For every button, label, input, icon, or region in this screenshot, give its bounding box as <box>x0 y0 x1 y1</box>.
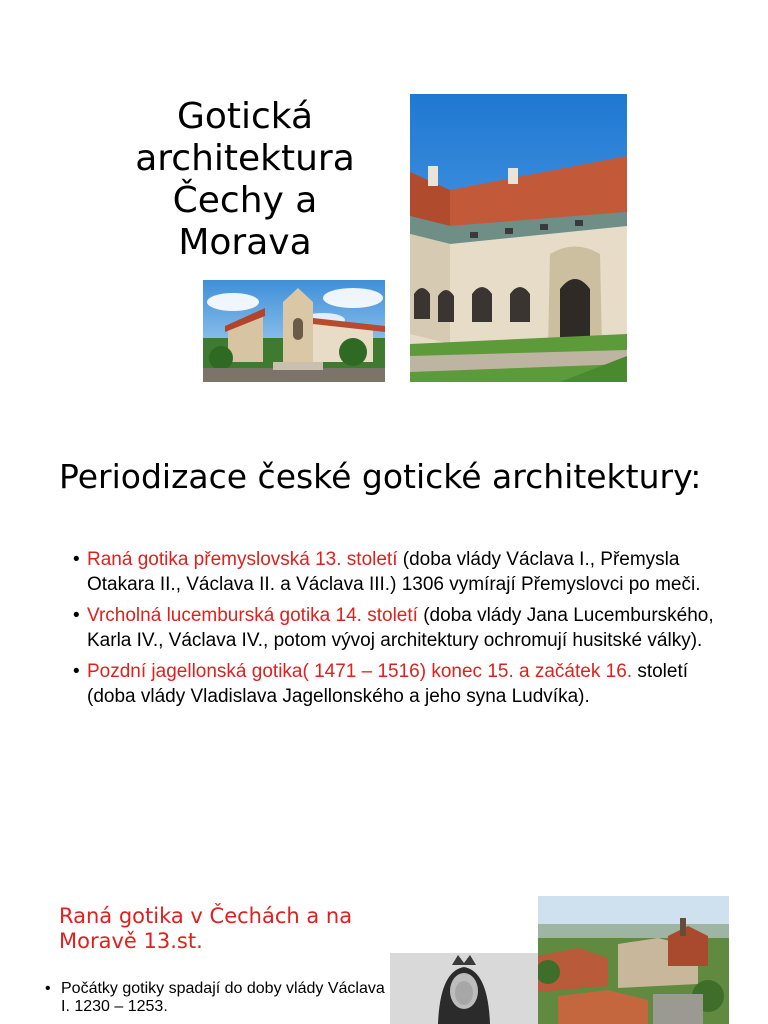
period-highlight: Raná gotika přemyslovská 13. století <box>87 549 398 570</box>
list-item <box>59 604 719 653</box>
title-line: Morava <box>178 222 312 263</box>
aerial-city-photo <box>538 896 729 1024</box>
title-line: Gotická <box>176 96 314 137</box>
period-description: (doba vlády Jana Lucemburského, Karla IV., Václava IV., potom vývoj architektury ochromují husitské války). <box>87 605 714 651</box>
church-photo <box>203 280 385 382</box>
list-item: • Počátky gotiky spadají do doby vlády Václava I. 1230 – 1253. <box>45 980 390 1016</box>
slide1-title <box>110 96 380 264</box>
period-highlight: Vrcholná lucemburská gotika 14. století <box>87 605 418 626</box>
list-item <box>59 548 719 597</box>
portrait-photo-graphic <box>390 953 538 1024</box>
period-description: (doba vlády Václava I., Přemysla Otakara II., Václava II. a Václava III.) 1306 vymírají Přemyslovci po meči. <box>87 549 701 595</box>
portrait-photo <box>390 953 538 1024</box>
cloister-photo <box>410 94 627 382</box>
periodization-list <box>59 548 719 716</box>
early-gothic-list <box>45 980 390 1020</box>
period-description: století (doba vlády Vladislava Jagellonského a jeho syna Ludvíka). <box>87 661 689 707</box>
period-highlight: Pozdní jagellonská gotika( 1471 – 1516) konec 15. a začátek 16. <box>87 661 633 682</box>
church-photo-graphic <box>203 280 385 382</box>
cloister-photo-graphic <box>410 94 627 382</box>
periodization-heading: Periodizace české gotické architektury: <box>59 457 702 496</box>
title-line: architektura <box>135 138 355 179</box>
aerial-city-photo-graphic <box>538 896 729 1024</box>
list-item <box>59 660 719 709</box>
early-gothic-heading: Raná gotika v Čechách a na Moravě 13.st. <box>59 904 353 953</box>
title-line: Čechy a <box>172 180 318 221</box>
